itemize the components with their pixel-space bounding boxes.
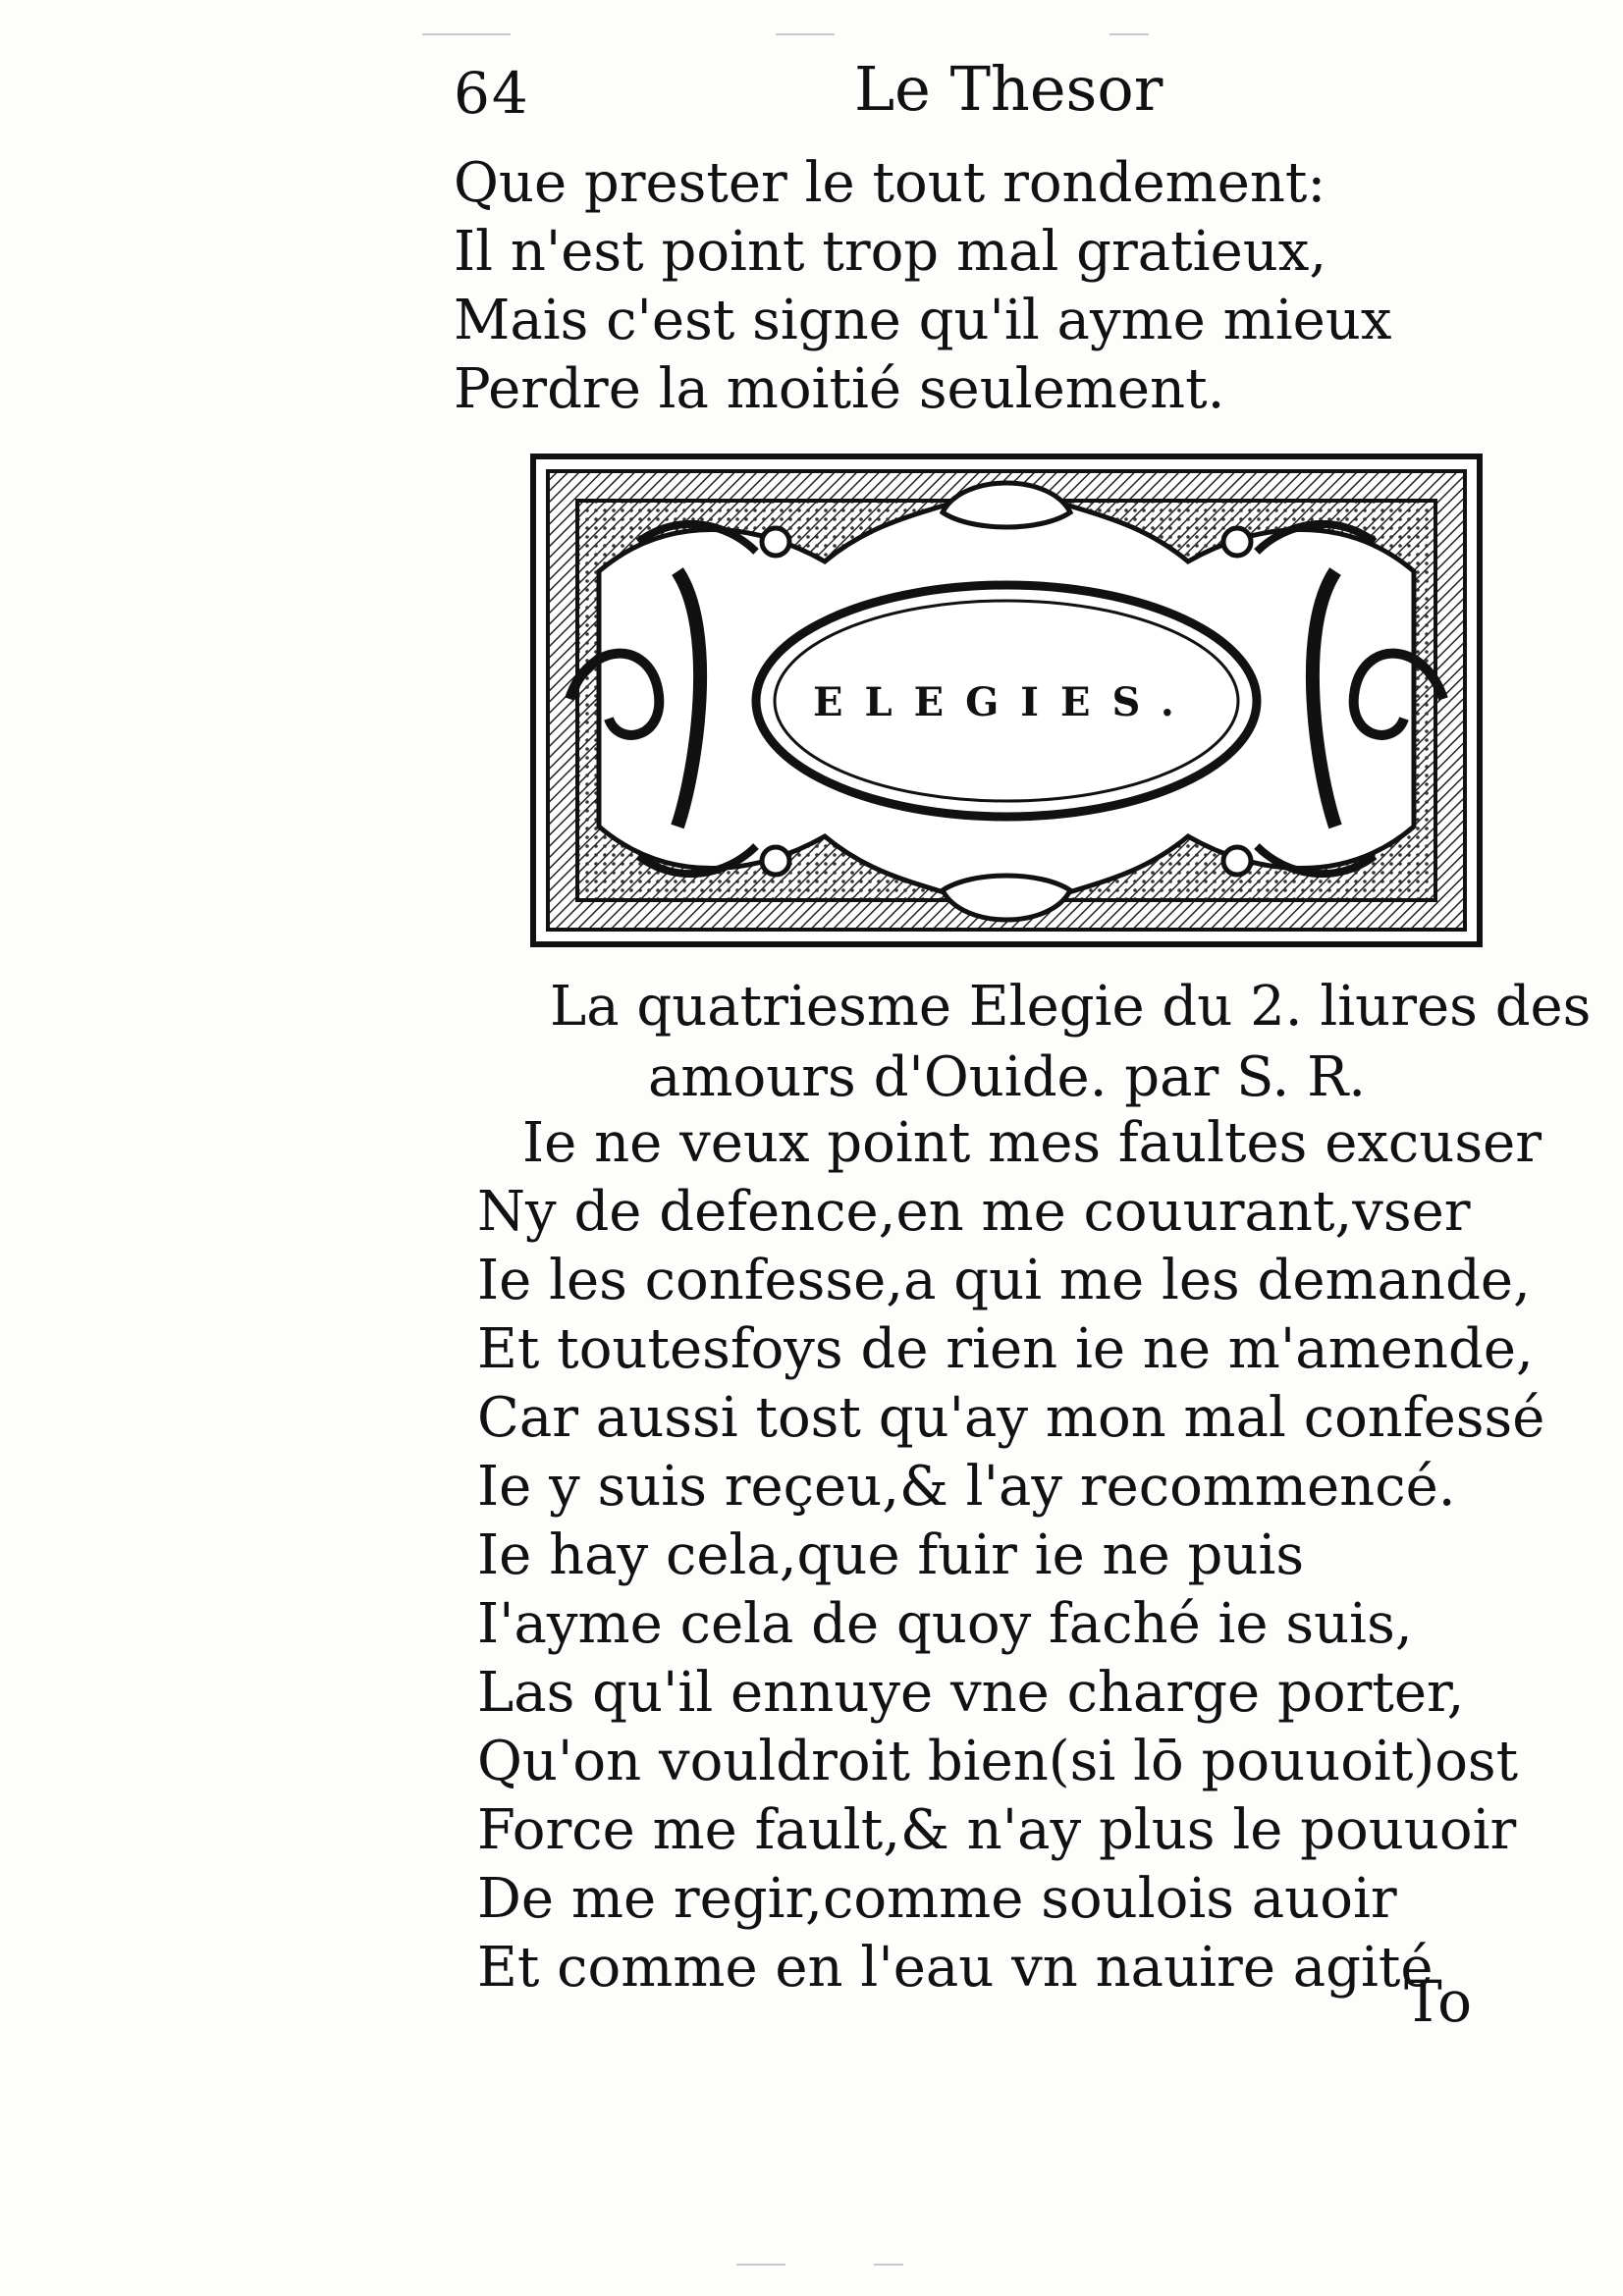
verse-line: Il n'est point trop mal gratieux, [454, 220, 1327, 284]
verse-line: Car aussi tost qu'ay mon mal confessé [477, 1386, 1545, 1450]
verse-line: Perdre la moitié seulement. [454, 357, 1225, 421]
verse-line: Que prester le tout rondement: [454, 151, 1326, 215]
catchword: To [1404, 1968, 1473, 2035]
top-verse-block [454, 149, 1391, 424]
running-title: Le Thesor [854, 53, 1163, 125]
verse-line: Mais c'est signe qu'il ayme mieux [454, 289, 1392, 352]
bottom-edge-mark [736, 2264, 785, 2266]
ornament-caption: ELEGIES. [813, 679, 1196, 725]
elegy-heading-line-2: amours d'Ouide. par S. R. [648, 1045, 1367, 1109]
bottom-edge-mark [874, 2264, 903, 2266]
elegy-verse-block [477, 1109, 1544, 2002]
verse-line: I'ayme cela de quoy faché ie suis, [477, 1592, 1413, 1656]
elegy-heading-line-1: La quatriesme Elegie du 2. liures des [550, 975, 1592, 1039]
top-edge-mark [422, 33, 511, 35]
verse-line: Ie ne veux point mes faultes excuser [522, 1111, 1542, 1175]
page-number: 64 [454, 60, 530, 127]
verse-line: Las qu'il ennuye vne charge porter, [477, 1661, 1465, 1725]
verse-line: Et comme en l'eau vn nauire agité [477, 1936, 1434, 2000]
verse-line: Force me fault,& n'ay plus le pouuoir [477, 1798, 1517, 1862]
verse-line: Ie hay cela,que fuir ie ne puis [477, 1523, 1305, 1587]
verse-line: Ie y suis reçeu,& l'ay recommencé. [477, 1455, 1456, 1519]
top-edge-mark [1109, 33, 1149, 35]
verse-line: Ie les confesse,a qui me les demande, [477, 1249, 1531, 1312]
top-edge-mark [776, 33, 835, 35]
verse-line: Et toutesfoys de rien ie ne m'amende, [477, 1317, 1534, 1381]
verse-line: Qu'on vouldroit bien(si lō pouuoit)ost [477, 1730, 1519, 1793]
verse-line: Ny de defence,en me couurant,vser [477, 1180, 1471, 1244]
verse-line: De me regir,comme soulois auoir [477, 1867, 1397, 1931]
